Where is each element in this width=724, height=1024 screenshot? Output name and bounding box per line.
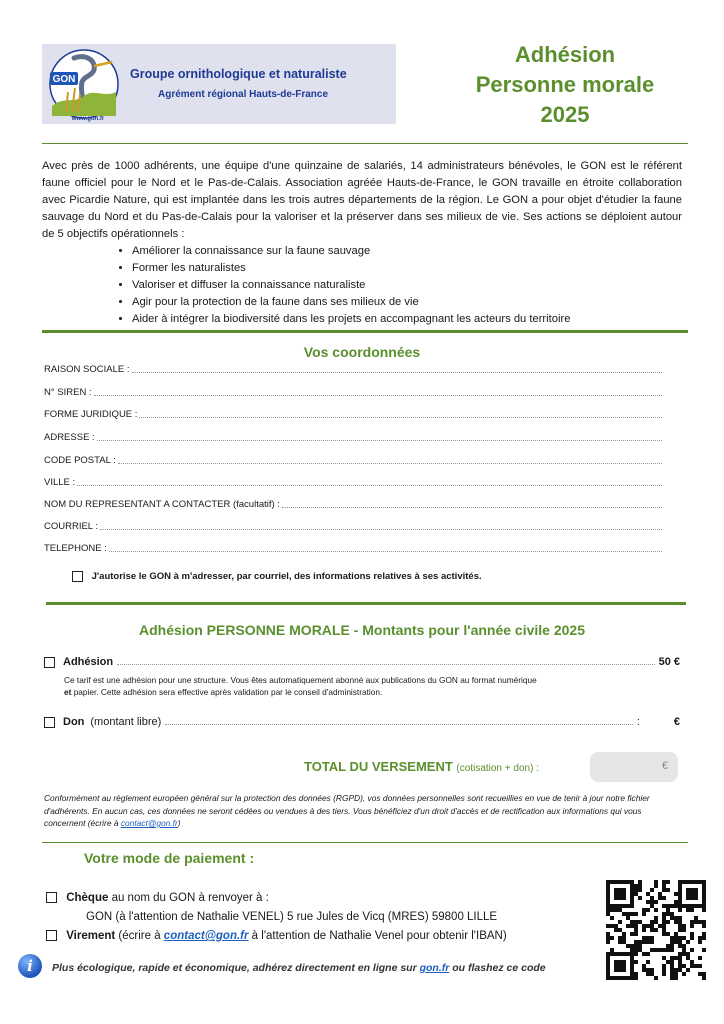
title-line-3: 2025 [540,102,590,127]
field-label: VILLE : [44,477,76,488]
adhesion-label: Adhésion [63,656,114,668]
don-label: Don [63,716,85,728]
field-input-line[interactable] [94,394,662,396]
footer-website-link[interactable]: gon.fr [419,962,450,974]
document-title [430,40,700,130]
footer-text-1: Plus écologique, rapide et économique, adhérez directement en ligne sur [52,962,420,974]
adhesion-note-line1: Ce tarif est une adhésion pour une structure. Vous êtes automatiquement abonné aux publications du GON au format numérique [64,675,537,685]
adhesion-note-line2 [64,686,664,698]
adhesion-note-text: papier. Cette adhésion sera effective après validation par le conseil d'administration. [71,687,383,697]
field-input-line[interactable] [100,528,662,530]
logo-url-text: www.gon.fr [71,116,105,122]
consent-row [72,571,482,582]
payment-heading: Votre mode de paiement : [84,850,255,866]
don-amount-input[interactable] [165,724,633,725]
footer-text [52,962,546,974]
field-adresse[interactable] [44,432,662,443]
consent-checkbox[interactable] [72,571,83,582]
objectives-list [42,243,682,328]
field-forme-juridique[interactable] [44,409,662,420]
total-label [304,759,539,774]
cheque-checkbox[interactable] [46,892,57,903]
coords-heading: Vos coordonnées [303,344,421,360]
logo-badge-text: GON [52,74,76,85]
membership-heading: Adhésion PERSONNE MORALE - Montants pour l'année civile 2025 [139,622,585,638]
field-raison-sociale[interactable] [44,364,662,375]
don-hint: (montant libre) [90,716,162,728]
virement-row [46,930,507,942]
objective-item: • Améliorer la connaissance sur la faune sauvage [132,243,682,260]
total-currency: € [661,760,668,772]
field-label: NOM DU REPRESENTANT A CONTACTER (facultatif) : [44,499,280,510]
field-ville[interactable] [44,477,662,488]
footer-text-2: ou flashez ce code [449,962,546,974]
field-representant[interactable] [44,499,662,510]
don-checkbox[interactable] [44,717,55,728]
virement-label: Virement [66,930,116,942]
adhesion-row [44,656,680,668]
objective-item: • Valoriser et diffuser la connaissance naturaliste [132,277,682,294]
total-label-text: TOTAL DU VERSEMENT [304,759,453,774]
title-line-2: Personne morale [475,72,655,97]
field-label: RAISON SOCIALE : [44,364,130,375]
virement-text-2: à l'attention de Nathalie Venel pour obtenir l'IBAN) [248,930,507,942]
field-input-line[interactable] [118,462,662,464]
field-label: ADRESSE : [44,432,95,443]
field-input-line[interactable] [282,506,662,508]
total-amount-field[interactable] [590,752,678,782]
field-label: COURRIEL : [44,521,99,532]
field-input-line[interactable] [139,416,662,418]
field-input-line[interactable] [97,439,662,441]
field-label: FORME JURIDIQUE : [44,409,138,420]
section-divider [42,330,688,333]
virement-checkbox[interactable] [46,930,57,941]
info-circle-icon: i [18,954,42,978]
cheque-text: au nom du GON à renvoyer à : [108,892,269,904]
field-telephone[interactable] [44,543,662,554]
intro-section [42,158,682,328]
don-row [44,716,680,728]
virement-text-1: (écrire à [115,930,164,942]
header-divider [42,143,688,144]
field-label: CODE POSTAL : [44,455,116,466]
rgpd-close: ) [177,818,181,828]
field-input-line[interactable] [77,484,662,486]
field-siren[interactable] [44,387,662,398]
rgpd-email-link[interactable]: contact@gon.fr [120,818,178,828]
adhesion-checkbox[interactable] [44,657,55,668]
adhesion-amount: 50 € [658,656,680,668]
objective-item: • Aider à intégrer la biodiversité dans les projets en accompagnant les acteurs du territoire [132,311,682,328]
intro-paragraph: Avec près de 1000 adhérents, une équipe d'une quinzaine de salariés, 14 administrateurs bénévoles, le GON est le référent faune officiel pour le Nord et le Pas-de-Calais. Association agréée Hauts-de-France, le GON travaille en étroite collaboration avec Picardie Nature, qui est implantée dans les trois autres départements de la région. Le GON a pour objet d'étudier la faune sauvage du Nord et du Pas-de-Calais pour la valoriser et la préserver dans ses milieux de vie. Ses actions se déploient autour de 5 objectifs opérationnels : [42,160,682,240]
consent-text: J'autorise le GON à m'adresser, par courriel, des informations relatives à ses activités. [91,571,482,583]
section-divider [46,602,686,605]
field-label: N° SIREN : [44,387,92,398]
org-name: Groupe ornithologique et naturaliste [130,67,347,81]
section-divider [42,842,688,843]
title-line-1: Adhésion [514,42,616,67]
cheque-row [46,892,269,904]
rgpd-notice [44,792,684,830]
don-colon: : [636,716,640,728]
objective-item: • Agir pour la protection de la faune dans ses milieux de vie [132,294,682,311]
org-subtitle: Agrément régional Hauts-de-France [158,89,329,100]
adhesion-note [64,674,664,698]
total-hint: (cotisation + don) : [456,763,539,774]
virement-email-link[interactable]: contact@gon.fr [163,930,249,942]
field-input-line[interactable] [132,371,662,373]
field-label: TELEPHONE : [44,543,107,554]
don-currency: € [673,716,680,728]
cheque-address: GON (à l'attention de Nathalie VENEL) 5 rue Jules de Vicq (MRES) 59800 LILLE [86,911,498,923]
field-code-postal[interactable] [44,455,662,466]
field-input-line[interactable] [109,550,662,552]
rgpd-text: Conformément au règlement européen général sur la protection des données (RGPD), vos données personnelles sont recueillies en vue de tenir à jour notre fichier d'adhérents. En aucun cas, ces données ne seront cédées ou vendues à des tiers. Vous bénéficiez d'un droit d'accès et de rectification aux informations qui vous concernent (écrire à [44,793,650,828]
adhesion-note-bold: et [64,687,72,697]
cheque-label: Chèque [66,892,109,904]
objective-item: • Former les naturalistes [132,260,682,277]
dotted-leader [117,664,654,665]
field-courriel[interactable] [44,521,662,532]
gon-logo-icon [44,46,124,122]
qr-code-icon[interactable] [606,880,706,980]
